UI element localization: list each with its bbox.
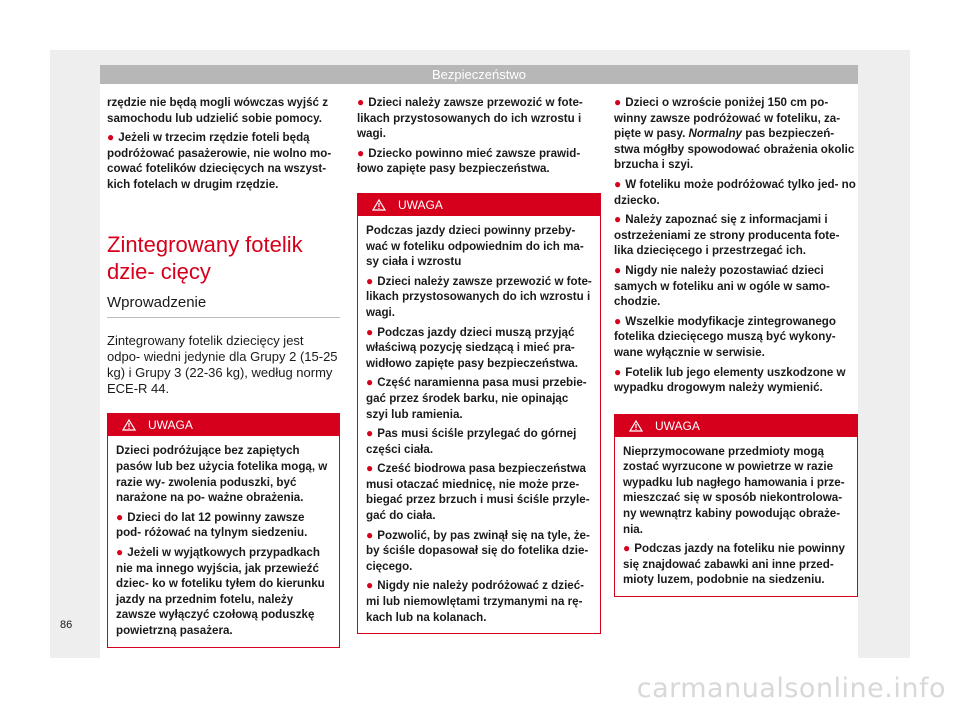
warning-triangle-icon bbox=[122, 419, 136, 431]
list-item bbox=[623, 541, 849, 588]
section-body: Zintegrowany fotelik dziecięcy jest odpo- wiedni jedynie dla Grupy 2 (15-25 kg) i Grupy 3 (22-36 kg), według normy ECE-R 44. bbox=[107, 332, 338, 397]
warning-body bbox=[615, 437, 857, 596]
subsection-title: Wprowadzenie bbox=[107, 285, 340, 318]
page-header: Bezpieczeństwo bbox=[100, 65, 858, 84]
list-item bbox=[614, 263, 858, 310]
warning-title: UWAGA bbox=[398, 197, 443, 212]
bullet-dot: ● bbox=[116, 509, 124, 524]
list-item-text: Podczas jazdy dzieci muszą przyjąć właściwą pozycję siedzącą i mieć pra- widłowo zapięte pasy bezpieczeństwa. bbox=[366, 325, 578, 370]
bullet-dot: ● bbox=[357, 145, 365, 160]
bullet-dot: ● bbox=[366, 461, 374, 476]
bullet-dot: ● bbox=[623, 541, 631, 556]
list-item-text: Nigdy nie należy pozostawiać dzieci samych w foteliku ani w ogóle w samo- chodzie. bbox=[614, 263, 830, 309]
column-1 bbox=[107, 95, 340, 648]
col1-intro: rzędzie nie będą mogli wówczas wyjść z samochodu lub udzielić sobie pomocy. bbox=[107, 96, 328, 125]
bullet-dot: ● bbox=[614, 95, 622, 109]
warning-title: UWAGA bbox=[148, 418, 193, 433]
warning-header bbox=[108, 414, 339, 436]
list-item bbox=[366, 375, 592, 422]
list-item bbox=[366, 426, 592, 457]
section-title: Zintegrowany fotelik dzie- cięcy bbox=[107, 231, 303, 284]
warning-body bbox=[358, 216, 600, 633]
list-item-text: W foteliku może podróżować tylko jed- no dziecko. bbox=[614, 177, 856, 207]
list-item-text: Dzieci należy zawsze przewozić w fote- likach przystosowanych do ich wzrostu i wagi. bbox=[357, 96, 583, 141]
list-item-text: Pozwolić, by pas zwinął się na tyle, że- by ściśle dopasował się do fotelika dzie- cięcego. bbox=[366, 528, 590, 573]
list-item bbox=[614, 212, 858, 259]
list-item-text: Nigdy nie należy podróżować z dzieć- mi lub niemowlętami trzymanymi na rę- kach lub na kolanach. bbox=[366, 579, 585, 624]
warning-box bbox=[614, 414, 858, 597]
warning-header bbox=[358, 194, 600, 216]
bullet-dot: ● bbox=[614, 212, 622, 227]
warning-box bbox=[107, 413, 340, 647]
warning-lead: Nieprzymocowane przedmioty mogą zostać wyrzucone w powietrze w razie wypadku lub nagłego hamowania i prze- mieszczać się w sposób niekontrolowa- ny wewnątrz kabiny powodując obraże- nia. bbox=[623, 444, 845, 536]
column-3 bbox=[614, 95, 858, 597]
list-item-text: Jeżeli w wyjątkowych przypadkach nie ma innego wyjścia, jak przewieźć dziec- ko w foteliku tyłem do kierunku jazdy na przednim fotelu, należy zawsze wyłączyć czołową poduszkę powietrzną pasażera. bbox=[116, 545, 325, 637]
warning-triangle-icon bbox=[629, 420, 643, 432]
list-item bbox=[366, 274, 592, 321]
list-item bbox=[366, 528, 592, 575]
list-item bbox=[357, 146, 601, 177]
bullet-dot: ● bbox=[614, 364, 622, 379]
page-number: 86 bbox=[60, 619, 73, 631]
list-item-text: Pas musi ściśle przylegać do górnej części ciała. bbox=[366, 427, 577, 456]
warning-header bbox=[615, 415, 857, 437]
list-item bbox=[366, 325, 592, 372]
list-item bbox=[614, 314, 858, 361]
list-item-text: Należy zapoznać się z informacjami i ostrzeżeniami ze strony producenta fote- lika dziecięcego i przestrzegać ich. bbox=[614, 213, 840, 258]
list-item bbox=[614, 95, 858, 173]
list-item bbox=[366, 461, 592, 523]
warning-triangle-icon bbox=[372, 199, 386, 211]
bullet-dot: ● bbox=[366, 426, 374, 441]
bullet-dot: ● bbox=[366, 375, 374, 390]
list-item-text: Wszelkie modyfikacje zintegrowanego fotelika dziecięcego muszą być wykony- wane wyłącznie w serwisie. bbox=[614, 314, 836, 359]
list-item bbox=[116, 545, 331, 639]
bullet-dot: ● bbox=[107, 130, 115, 145]
bullet-dot: ● bbox=[357, 95, 365, 109]
list-item-text: Dziecko powinno mieć zawsze prawid- łowo zapięte pasy bezpieczeństwa. bbox=[357, 146, 581, 176]
list-item bbox=[366, 578, 592, 625]
bullet-dot: ● bbox=[366, 324, 374, 339]
list-item-text: Dzieci do lat 12 powinny zawsze pod- różować na tylnym siedzeniu. bbox=[116, 510, 308, 540]
bullet-dot: ● bbox=[614, 313, 622, 328]
list-item-text: Cześć biodrowa pasa bezpieczeństwa musi otaczać miednicę, nie może prze- biegać przez brzuch i musi ściśle przyle- gać do ciała. bbox=[366, 462, 590, 523]
list-item-text: Dzieci należy zawsze przewozić w fote- likach przystosowanych do ich wzrostu i wagi. bbox=[366, 274, 592, 319]
list-item bbox=[107, 130, 340, 192]
list-item-text: Podczas jazdy na foteliku nie powinny się znajdować zabawki ani inne przed- mioty luzem, podobnie na siedzeniu. bbox=[623, 542, 845, 587]
bullet-dot: ● bbox=[116, 544, 124, 559]
warning-title: UWAGA bbox=[655, 418, 700, 433]
list-item bbox=[614, 365, 858, 396]
column-2 bbox=[357, 95, 601, 634]
warning-lead: Podczas jazdy dzieci powinny przeby- wać w foteliku odpowiednim do ich ma- sy ciała i wzrostu bbox=[366, 223, 584, 269]
bullet-dot: ● bbox=[366, 273, 374, 288]
list-item-text: Część naramienna pasa musi przebie- gać przez środek barku, nie opinając szyi lub ramienia. bbox=[366, 376, 587, 421]
watermark: carmanualsonline.info bbox=[636, 673, 946, 704]
list-item-text: Fotelik lub jego elementy uszkodzone w wypadku drogowym należy wymienić. bbox=[614, 365, 846, 395]
bullet-dot: ● bbox=[366, 527, 374, 542]
list-item bbox=[116, 510, 331, 541]
warning-lead: Dzieci podróżujące bez zapiętych pasów lub bez użycia fotelika mogą, w razie wy- zwolenia poduszki, być narażone na po- ważne obrażenia. bbox=[116, 444, 328, 505]
list-item bbox=[357, 95, 601, 142]
list-item-text-pre: Dzieci o wzroście poniżej 150 cm po- winny zawsze podróżować w foteliku, za- pięte w pasy. bbox=[614, 96, 841, 141]
bullet-dot: ● bbox=[614, 262, 622, 277]
bullet-dot: ● bbox=[366, 578, 374, 593]
bullet-dot: ● bbox=[614, 176, 622, 191]
list-item-text-post: pas bezpieczeń- stwa mógłby spowodować obrażenia okolic brzucha i szyi. bbox=[614, 127, 855, 172]
warning-box bbox=[357, 193, 601, 634]
list-item bbox=[614, 177, 858, 208]
warning-body bbox=[108, 436, 339, 646]
list-item-text: Jeżeli w trzecim rzędzie foteli będą podróżować pasażerowie, nie wolno mo- cować fotelików dziecięcych na wszyst- kich fotelach w drugim rzędzie. bbox=[107, 131, 332, 191]
list-item-text-italic: Normalny bbox=[688, 127, 743, 141]
